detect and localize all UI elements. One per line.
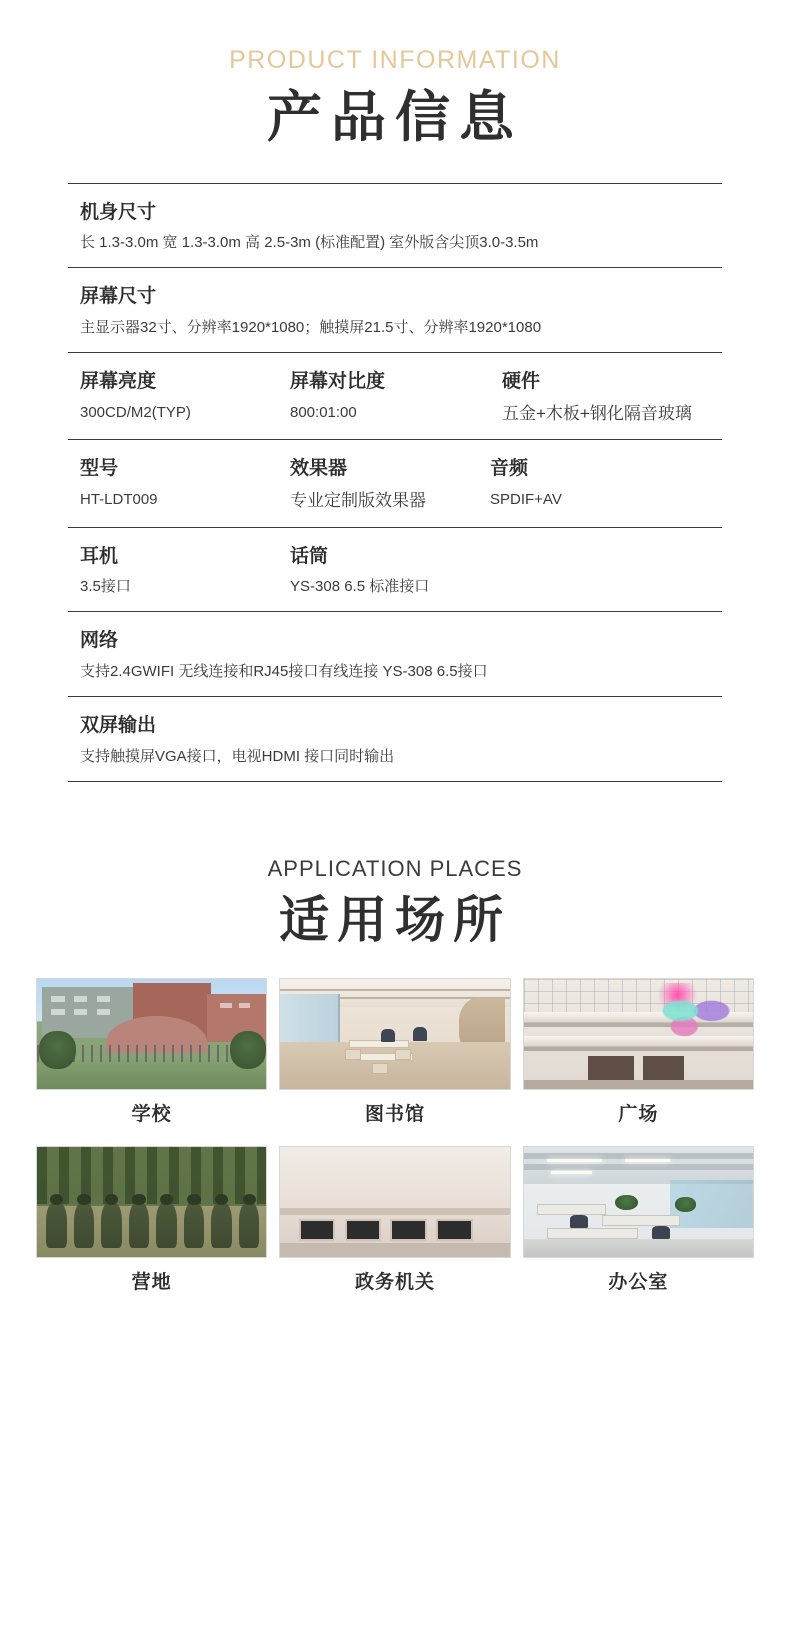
spec-cell: [278, 456, 478, 512]
place-caption: 广场: [618, 1103, 659, 1125]
mall-photo: [523, 978, 754, 1090]
spec-value: 专业定制版效果器: [290, 490, 426, 510]
spec-cell: [278, 369, 490, 425]
place-caption: 办公室: [608, 1271, 669, 1293]
spec-label: 屏幕对比度: [290, 370, 386, 392]
spec-value: 300CD/M2(TYP): [80, 403, 191, 421]
spec-label: 耳机: [80, 545, 119, 567]
spec-cell: [68, 200, 538, 254]
place-tile-camp: [36, 1146, 267, 1308]
place-caption: 学校: [131, 1103, 172, 1125]
place-tile-school: [36, 978, 267, 1140]
spec-cell: [68, 628, 488, 682]
spec-value: SPDIF+AV: [490, 490, 562, 508]
product-eng-title: PRODUCT INFORMATION: [229, 46, 561, 74]
places-section-heading: [0, 856, 790, 948]
spec-label: 屏幕尺寸: [80, 286, 157, 308]
place-caption: 营地: [131, 1271, 172, 1293]
spec-row: [68, 696, 722, 782]
spec-value: 800:01:00: [290, 403, 357, 421]
spec-label: 屏幕亮度: [80, 370, 157, 392]
spec-label: 双屏输出: [80, 715, 157, 737]
places-eng-title: APPLICATION PLACES: [267, 855, 523, 881]
camp-photo: [36, 1146, 267, 1258]
place-tile-office: [523, 1146, 754, 1308]
spec-label: 型号: [80, 458, 119, 480]
place-tile-library: [279, 978, 510, 1140]
spec-value: 支持2.4GWIFI 无线连接和RJ45接口有线连接 YS-308 6.5接口: [80, 663, 488, 681]
spec-label: 效果器: [290, 458, 348, 480]
spec-row: [68, 183, 722, 268]
spec-row: [68, 527, 722, 612]
place-caption: 政务机关: [354, 1271, 435, 1293]
spec-value: 支持触摸屏VGA接口，电视HDMI 接口同时输出: [80, 747, 395, 765]
spec-value: 长 1.3-3.0m 宽 1.3-3.0m 高 2.5-3m (标准配置) 室外版含尖顶3.0-3.5m: [80, 234, 539, 252]
spec-row: [68, 352, 722, 439]
government-photo: [279, 1146, 510, 1258]
spec-label: 话筒: [290, 545, 329, 567]
school-photo: [36, 978, 267, 1090]
spec-row: [68, 439, 722, 526]
spec-cell: [278, 544, 429, 598]
spec-cell: [68, 369, 278, 425]
spec-row: [68, 611, 722, 696]
spec-cell: [490, 369, 692, 425]
spec-cell: [68, 544, 278, 598]
office-photo: [523, 1146, 754, 1258]
spec-label: 音频: [490, 458, 529, 480]
spec-label: 硬件: [502, 370, 541, 392]
place-caption: 图书馆: [364, 1103, 425, 1125]
product-section-heading: [0, 46, 790, 149]
places-cn-title: 适用场所: [279, 891, 511, 948]
spec-cell: [478, 456, 562, 512]
places-grid: [36, 978, 754, 1308]
spec-label: 机身尺寸: [80, 201, 157, 223]
product-cn-title: 产品信息: [266, 86, 523, 148]
place-tile-government: [279, 1146, 510, 1308]
spec-value: HT-LDT009: [80, 490, 158, 508]
place-tile-mall: [523, 978, 754, 1140]
spec-value: 五金+木板+钢化隔音玻璃: [502, 403, 692, 423]
spec-value: 主显示器32寸、分辨率1920*1080；触摸屏21.5寸、分辨率1920*1080: [80, 318, 542, 336]
spec-label: 网络: [80, 630, 119, 652]
spec-table: [68, 183, 722, 782]
library-photo: [279, 978, 510, 1090]
spec-cell: [68, 284, 541, 338]
spec-cell: [68, 713, 394, 767]
spec-cell: [68, 456, 278, 512]
spec-value: YS-308 6.5 标准接口: [290, 578, 430, 596]
spec-value: 3.5接口: [80, 578, 131, 596]
spec-row: [68, 267, 722, 352]
